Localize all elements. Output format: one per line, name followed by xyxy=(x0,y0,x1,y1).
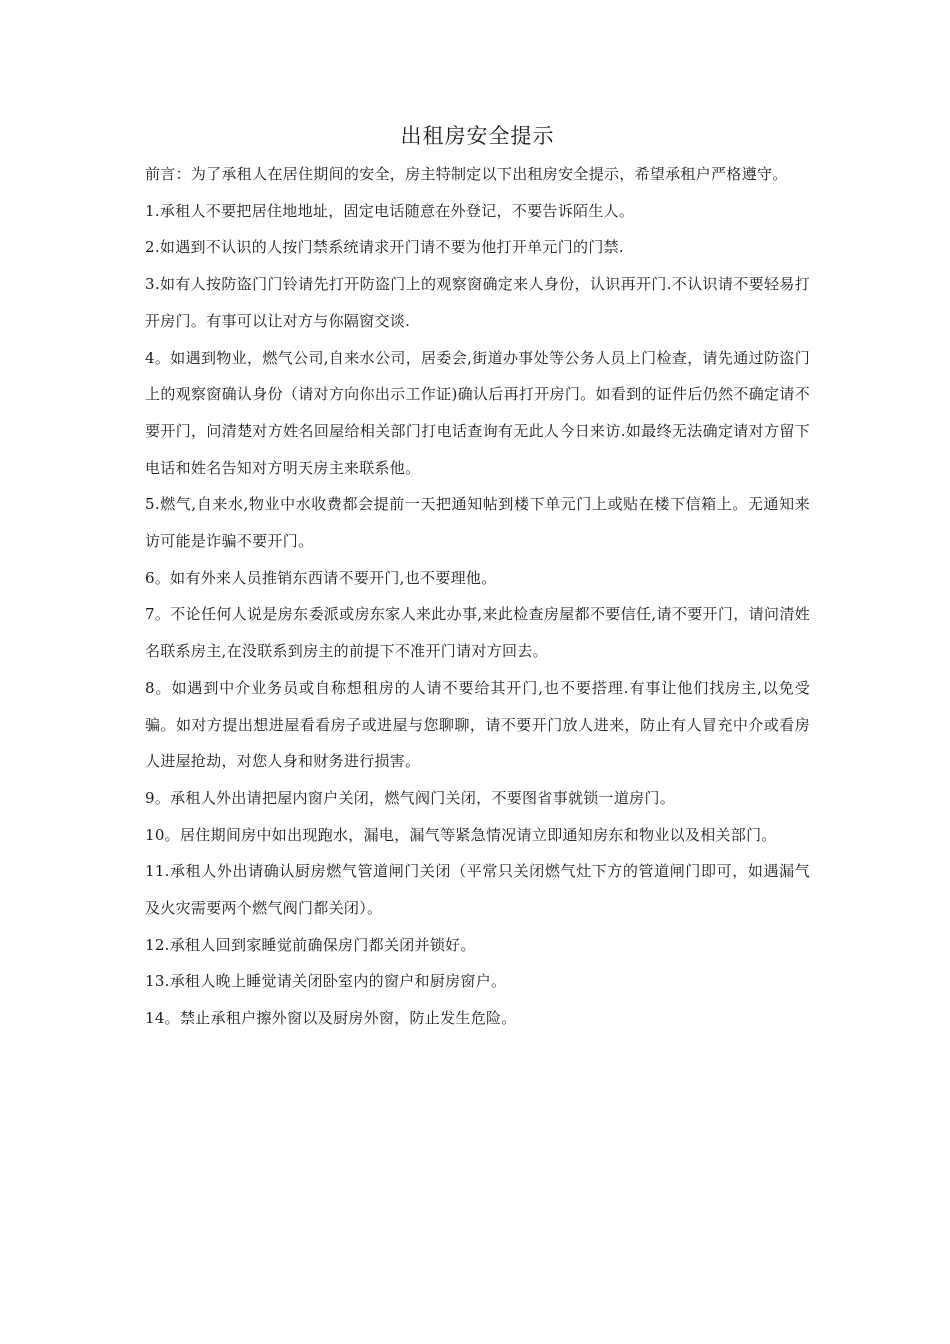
tip-9: 9。承租人外出请把屋内窗户关闭，燃气阀门关闭，不要图省事就锁一道房门。 xyxy=(145,788,676,807)
tip-8: 8。如遇到中介业务员或自称想租房的人请不要给其开门,也不要搭理.有事让他们找房主,以免受骗。如对方提出想进屋看看房子或进屋与您聊聊，请不要开门放人进来，防止有人冒充中介或看房人进屋抢劫，对您人身和财务进行损害。 xyxy=(145,678,810,771)
tip-3: 3.如有人按防盗门门铃请先打开防盗门上的观察窗确定来人身份，认识再开门.不认识请不要轻易打开房门。有事可以让对方与你隔窗交谈. xyxy=(145,275,810,330)
tip-11: 11.承租人外出请确认厨房燃气管道闸门关闭（平常只关闭燃气灶下方的管道闸门即可，如遇漏气及火灾需要两个燃气阀门都关闭）。 xyxy=(145,862,810,918)
preface-paragraph: 前言：为了承租人在居住期间的安全，房主特制定以下出租房安全提示，希望承租户严格遵守。 xyxy=(145,165,788,183)
tip-6: 6。如有外来人员推销东西请不要开门,也不要理他。 xyxy=(145,568,497,587)
tip-13: 13.承租人晚上睡觉请关闭卧室内的窗户和厨房窗户。 xyxy=(145,972,507,991)
tip-14: 14。禁止承租户擦外窗以及厨房外窗，防止发生危险。 xyxy=(145,1009,517,1028)
document-page xyxy=(145,118,810,1037)
tip-12: 12.承租人回到家睡觉前确保房门都关闭并锁好。 xyxy=(145,935,476,954)
tip-1: 1.承租人不要把居住地地址，固定电话随意在外登记，不要告诉陌生人。 xyxy=(145,201,635,220)
tip-4: 4。如遇到物业，燃气公司,自来水公司，居委会,街道办事处等公务人员上门检查，请先通过防盗门上的观察窗确认身份（请对方向你出示工作证)确认后再打开房门。如看到的证件后仍然不确定请不要开门，问清楚对方姓名回屋给相关部门打电话查询有无此人今日来访.如最终无法确定请对方留下电话和姓名告知对方明天房主来联系他。 xyxy=(145,348,810,477)
tip-7: 7。不论任何人说是房东委派或房东家人来此办事,来此检查房屋都不要信任,请不要开门，请问清姓名联系房主,在没联系到房主的前提下不准开门请对方回去。 xyxy=(145,605,810,661)
tip-10: 10。居住期间房中如出现跑水，漏电，漏气等紧急情况请立即通知房东和物业以及相关部门。 xyxy=(145,825,777,844)
document-title: 出租房安全提示 xyxy=(400,124,555,148)
tip-5: 5.燃气,自来水,物业中水收费都会提前一天把通知帖到楼下单元门上或贴在楼下信箱上。无通知来访可能是诈骗不要开门。 xyxy=(145,495,810,551)
tip-2: 2.如遇到不认识的人按门禁系统请求开门请不要为他打开单元门的门禁. xyxy=(145,238,624,257)
